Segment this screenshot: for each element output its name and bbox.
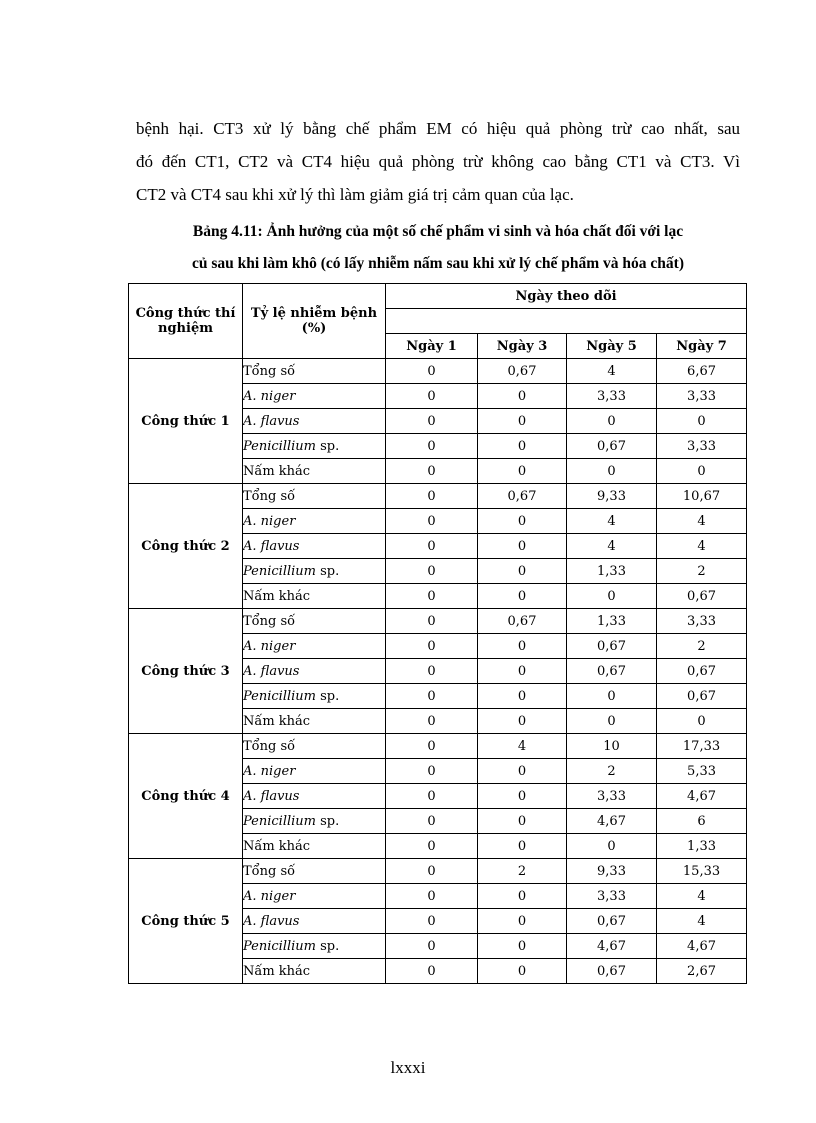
value-cell: 4,67 [657,934,747,959]
value-cell: 4 [567,509,657,534]
species-suffix: sp. [316,438,340,454]
value-cell: 0,67 [657,659,747,684]
value-cell: 4 [478,734,567,759]
value-cell: 4 [657,509,747,534]
table-row [129,359,747,384]
species-name: Penicillium [243,438,316,454]
species-name: Tổng số [243,738,296,754]
formula-label: Công thức 1 [129,359,243,484]
page-number: lxxxi [390,1058,426,1077]
value-cell: 0,67 [657,684,747,709]
value-cell: 0 [386,359,478,384]
value-cell: 4 [657,909,747,934]
value-cell: 0 [478,684,567,709]
value-cell: 0 [478,534,567,559]
value-cell: 0 [386,934,478,959]
value-cell: 0 [478,834,567,859]
disease-name [243,634,386,659]
value-cell: 0 [386,584,478,609]
value-cell: 0 [386,459,478,484]
table-row [129,734,747,759]
value-cell: 6 [657,809,747,834]
value-cell: 0,67 [567,659,657,684]
value-cell: 0 [478,909,567,934]
value-cell: 0 [386,534,478,559]
species-name: Nấm khác [243,588,311,604]
species-name: Nấm khác [243,838,311,854]
value-cell: 0 [386,784,478,809]
value-cell: 0 [478,509,567,534]
value-cell: 4,67 [657,784,747,809]
disease-name [243,909,386,934]
value-cell: 2,67 [657,959,747,984]
disease-name [243,384,386,409]
species-name: A. niger [243,388,296,404]
value-cell: 0 [567,584,657,609]
value-cell: 10,67 [657,484,747,509]
value-cell: 4 [657,534,747,559]
value-cell: 0 [386,734,478,759]
value-cell: 2 [657,559,747,584]
formula-label: Công thức 2 [129,484,243,609]
value-cell: 0,67 [567,434,657,459]
value-cell: 0 [478,584,567,609]
value-cell: 9,33 [567,859,657,884]
paragraph-line: CT2 và CT4 sau khi xử lý thì làm giảm giá trị cảm quan của lạc. [136,185,574,204]
value-cell: 0 [478,634,567,659]
header-formula: Công thức thí nghiệm [129,284,243,359]
value-cell: 0 [567,834,657,859]
value-cell: 15,33 [657,859,747,884]
caption-line: củ sau khi làm khô (có lấy nhiễm nấm sau khi xử lý chế phẩm và hóa chất) [191,255,685,272]
formula-label: Công thức 3 [129,609,243,734]
value-cell: 4 [567,534,657,559]
table-body [129,359,747,984]
value-cell: 1,33 [567,609,657,634]
formula-label: Công thức 4 [129,734,243,859]
paragraph-line: đó đến CT1, CT2 và CT4 hiệu quả phòng trừ không cao bằng CT1 và CT3. Vì [136,152,740,171]
value-cell: 0 [386,384,478,409]
value-cell: 0 [386,684,478,709]
disease-name [243,784,386,809]
header-day: Ngày 1 [386,334,478,359]
header-day: Ngày 7 [657,334,747,359]
header-spacer [386,309,747,334]
value-cell: 10 [567,734,657,759]
species-name: A. niger [243,888,296,904]
value-cell: 0 [386,609,478,634]
value-cell: 17,33 [657,734,747,759]
value-cell: 0 [478,884,567,909]
species-name: Penicillium [243,813,316,829]
value-cell: 0 [386,884,478,909]
species-suffix: sp. [316,688,340,704]
value-cell: 0 [478,459,567,484]
value-cell: 0 [478,784,567,809]
species-name: A. niger [243,763,296,779]
disease-name [243,459,386,484]
disease-name [243,809,386,834]
disease-name [243,484,386,509]
value-cell: 0 [567,459,657,484]
species-name: Penicillium [243,938,316,954]
table-row [129,484,747,509]
value-cell: 3,33 [657,384,747,409]
value-cell: 0 [386,834,478,859]
disease-name [243,509,386,534]
value-cell: 0 [478,809,567,834]
value-cell: 1,33 [657,834,747,859]
value-cell: 0 [386,484,478,509]
value-cell: 0 [478,559,567,584]
paragraph-line: bệnh hại. CT3 xử lý bằng chế phẩm EM có hiệu quả phòng trừ cao nhất, sau [136,119,740,138]
value-cell: 0 [386,509,478,534]
disease-name [243,609,386,634]
species-name: Nấm khác [243,713,311,729]
value-cell: 0 [386,559,478,584]
header-day: Ngày 5 [567,334,657,359]
value-cell: 4 [657,884,747,909]
value-cell: 0 [478,434,567,459]
value-cell: 4,67 [567,809,657,834]
value-cell: 0 [478,759,567,784]
header-days-group: Ngày theo dõi [386,284,747,309]
disease-name [243,709,386,734]
species-name: Nấm khác [243,963,311,979]
value-cell: 0 [386,634,478,659]
value-cell: 0,67 [478,609,567,634]
species-name: A. flavus [243,663,300,679]
disease-name [243,734,386,759]
value-cell: 0 [386,759,478,784]
value-cell: 0,67 [478,359,567,384]
value-cell: 2 [567,759,657,784]
disease-name [243,884,386,909]
value-cell: 0 [386,409,478,434]
value-cell: 0 [478,409,567,434]
disease-name [243,834,386,859]
disease-name [243,959,386,984]
value-cell: 4 [567,359,657,384]
value-cell: 0,67 [567,909,657,934]
caption-line: Bảng 4.11: Ảnh hưởng của một số chế phẩm vi sinh và hóa chất đối với lạc [192,223,684,240]
table-caption [120,216,756,280]
value-cell: 0,67 [567,634,657,659]
species-suffix: sp. [316,563,340,579]
value-cell: 0 [657,709,747,734]
disease-name [243,584,386,609]
species-name: Penicillium [243,563,316,579]
value-cell: 0 [386,809,478,834]
value-cell: 0 [386,959,478,984]
value-cell: 3,33 [567,384,657,409]
disease-name [243,534,386,559]
value-cell: 0 [567,409,657,434]
species-name: A. flavus [243,913,300,929]
value-cell: 3,33 [567,784,657,809]
value-cell: 0,67 [567,959,657,984]
header-day: Ngày 3 [478,334,567,359]
species-suffix: sp. [316,938,340,954]
header-infection-rate: Tỷ lệ nhiễm bệnh (%) [243,284,386,359]
disease-name [243,859,386,884]
disease-name [243,659,386,684]
value-cell: 3,33 [567,884,657,909]
species-name: A. niger [243,513,296,529]
disease-name [243,434,386,459]
value-cell: 0 [478,959,567,984]
value-cell: 0,67 [478,484,567,509]
value-cell: 0 [567,684,657,709]
value-cell: 0 [478,384,567,409]
species-name: A. flavus [243,413,300,429]
table-row [129,609,747,634]
value-cell: 3,33 [657,434,747,459]
value-cell: 0 [386,434,478,459]
species-name: A. niger [243,638,296,654]
value-cell: 5,33 [657,759,747,784]
table-row [129,859,747,884]
value-cell: 3,33 [657,609,747,634]
value-cell: 0 [386,909,478,934]
species-name: Tổng số [243,863,296,879]
disease-name [243,684,386,709]
formula-label: Công thức 5 [129,859,243,984]
results-table [128,283,747,984]
species-name: Tổng số [243,488,296,504]
disease-name [243,759,386,784]
value-cell: 2 [657,634,747,659]
value-cell: 1,33 [567,559,657,584]
value-cell: 0,67 [657,584,747,609]
body-paragraph [136,112,740,211]
disease-name [243,934,386,959]
value-cell: 0 [567,709,657,734]
value-cell: 0 [657,459,747,484]
species-name: A. flavus [243,788,300,804]
value-cell: 2 [478,859,567,884]
value-cell: 4,67 [567,934,657,959]
disease-name [243,559,386,584]
species-name: Tổng số [243,613,296,629]
value-cell: 6,67 [657,359,747,384]
table-header [129,284,747,359]
value-cell: 0 [657,409,747,434]
value-cell: 0 [478,659,567,684]
value-cell: 0 [478,934,567,959]
species-name: Nấm khác [243,463,311,479]
species-name: Tổng số [243,363,296,379]
species-name: Penicillium [243,688,316,704]
value-cell: 0 [386,859,478,884]
species-suffix: sp. [316,813,340,829]
value-cell: 9,33 [567,484,657,509]
value-cell: 0 [386,709,478,734]
value-cell: 0 [478,709,567,734]
disease-name [243,359,386,384]
species-name: A. flavus [243,538,300,554]
value-cell: 0 [386,659,478,684]
disease-name [243,409,386,434]
